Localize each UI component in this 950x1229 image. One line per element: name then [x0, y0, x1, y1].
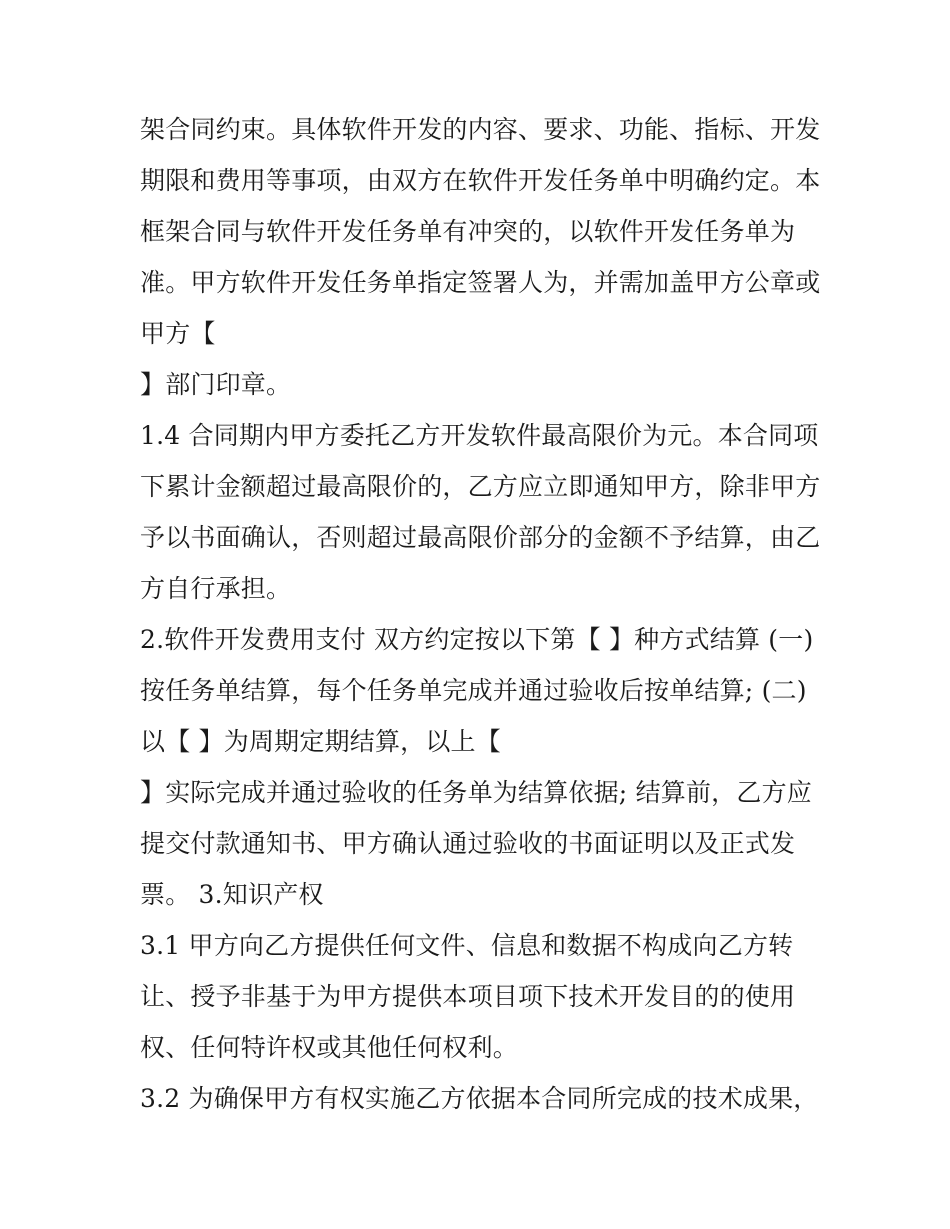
- text-line: 】实际完成并通过验收的任务单为结算依据; 结算前，乙方应: [140, 778, 812, 807]
- text-line: 2.软件开发费用支付 双方约定按以下第【 】种方式结算 (一): [140, 625, 814, 654]
- text-line: 框架合同与软件开发任务单有冲突的，以软件开发任务单为: [140, 217, 796, 246]
- text-line: 让、授予非基于为甲方提供本项目项下技术开发目的的使用: [140, 982, 796, 1011]
- text-line: 权、任何特许权或其他任何权利。: [140, 1033, 519, 1062]
- text-line: 甲方【: [140, 319, 216, 348]
- text-line: 予以书面确认，否则超过最高限价部分的金额不予结算，由乙: [140, 523, 821, 552]
- text-line: 准。甲方软件开发任务单指定签署人为，并需加盖甲方公章或: [140, 268, 821, 297]
- text-line: 以【 】为周期定期结算，以上【: [140, 727, 501, 756]
- text-line: 3.1 甲方向乙方提供任何文件、信息和数据不构成向乙方转: [140, 931, 794, 960]
- text-line: 提交付款通知书、甲方确认通过验收的书面证明以及正式发: [140, 829, 796, 858]
- contract-body-text: [140, 104, 830, 1124]
- text-line: 期限和费用等事项，由双方在软件开发任务单中明确约定。本: [140, 166, 821, 195]
- text-line: 按任务单结算，每个任务单完成并通过验收后按单结算; (二): [140, 676, 807, 705]
- text-line: 方自行承担。: [140, 574, 292, 603]
- text-line: 架合同约束。具体软件开发的内容、要求、功能、指标、开发: [140, 115, 821, 144]
- text-line: 1.4 合同期内甲方委托乙方开发软件最高限价为元。本合同项: [140, 421, 819, 450]
- text-line: 票。 3.知识产权: [140, 880, 324, 909]
- text-line: 3.2 为确保甲方有权实施乙方依据本合同所完成的技术成果，: [140, 1084, 819, 1113]
- text-line: 下累计金额超过最高限价的，乙方应立即通知甲方，除非甲方: [140, 472, 821, 501]
- text-line: 】部门印章。: [140, 370, 292, 399]
